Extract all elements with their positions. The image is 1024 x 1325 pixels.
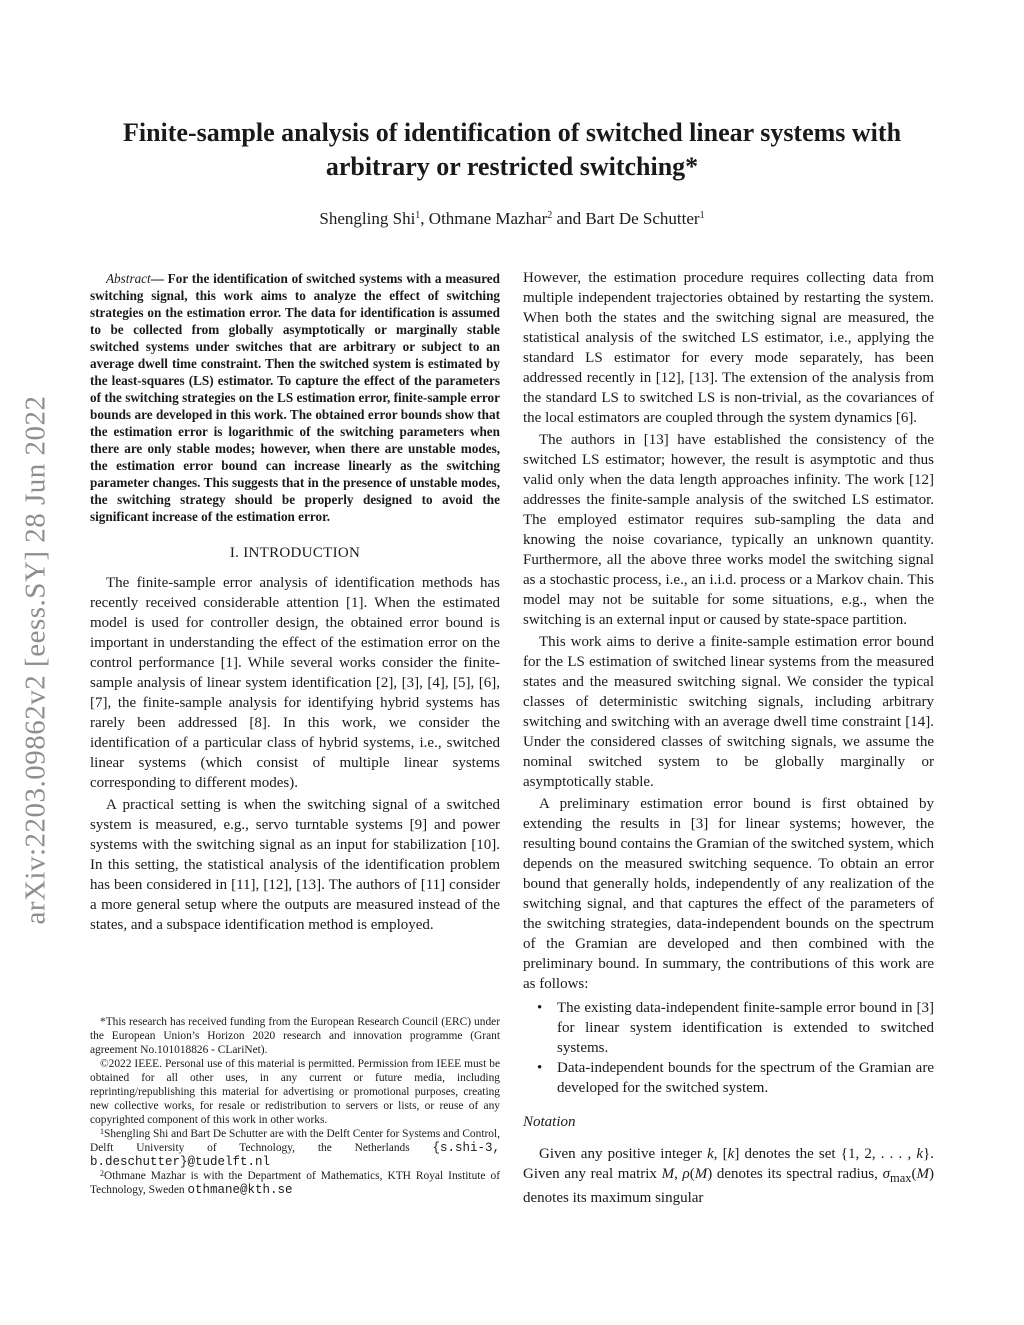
body-paragraph-3: This work aims to derive a finite-sample estimation error bound for the LS estimation of switched linear systems from the measured states and the measured switching signal. We consider the typical classes of deterministic switching signals, including arbitrary switching and switching with an average dwell time constraint [14]. Under the considered classes of switching signals, we assume the nominal switched system to be globally marginally or asymptotically stable.	[523, 634, 934, 790]
notation-heading: Notation	[523, 1114, 576, 1130]
abstract	[90, 270, 500, 525]
math-symbol: σ	[882, 1166, 890, 1182]
text-run: ) denotes its maximum singular	[523, 1166, 934, 1206]
math-symbol: M	[661, 1166, 675, 1182]
footnote-mark: 1	[100, 1127, 104, 1136]
body-paragraph-4: A preliminary estimation error bound is first obtained by extending the results in [3] for linear systems; however, the resulting bound contains the Gramian of the switched system, which depends on the measured switching sequence. To obtain an error bound that generally holds, independently of any realization of the switching signal, and that captures the effect of the parameters of the switching strategies, data-independent bounds on the spectrum of the Gramian are developed and then combined with the preliminary bound. In summary, the contributions of this work are as follows:	[523, 796, 934, 992]
text-run: ,	[674, 1166, 683, 1182]
title-line-2: arbitrary or restricted switching*	[325, 152, 699, 181]
text-run: ) denotes its spectral radius,	[707, 1166, 883, 1182]
right-column	[523, 268, 934, 1208]
author-name: Othmane Mazhar	[428, 209, 548, 228]
author-name: Shengling Shi	[319, 209, 416, 228]
arxiv-id: arXiv:2203.09862v2 [eess.SY] 28 Jun 2022	[19, 395, 52, 925]
math-symbol: k	[707, 1146, 714, 1162]
affiliation-mark: 2	[547, 210, 553, 221]
author-separator: ,	[420, 209, 429, 228]
abstract-dash: —	[150, 271, 168, 286]
affiliation-mark: 1	[415, 210, 421, 221]
text-run: , [	[713, 1146, 728, 1162]
contribution-list	[523, 998, 934, 1098]
math-symbol: ρ	[682, 1166, 690, 1182]
math-symbol: k	[916, 1146, 924, 1162]
affiliation-footnote-1	[90, 1127, 500, 1169]
author-list	[60, 207, 964, 231]
abstract-label: Abstract	[106, 271, 151, 286]
copyright-footnote: ©2022 IEEE. Personal use of this material is permitted. Permission from IEEE must be obtained for all other uses, in any current or future media, including reprinting/republishing this material for advertising or promotional purposes, creating new collective works, for resale or redistribution to servers or lists, or reuse of any copyrighted component of this work in other works.	[90, 1058, 500, 1126]
author-separator: and	[552, 209, 586, 228]
email-address: {s.shi-3, b.deschutter}@tudelft.nl	[90, 1141, 500, 1169]
math-symbol: M	[916, 1166, 929, 1182]
section-heading: I. INTRODUCTION	[229, 545, 361, 561]
footnotes	[90, 1015, 500, 1197]
email-address: othmane@kth.se	[187, 1183, 293, 1197]
text-run: (	[911, 1166, 917, 1182]
math-subscript: max	[889, 1171, 912, 1185]
footnote-text: Shengling Shi and Bart De Schutter are with the Delft Center for Systems and Control, Delft University of Technology, the Netherlands	[90, 1128, 500, 1154]
affiliation-mark: 1	[699, 210, 705, 221]
author-name: Bart De Schutter	[585, 209, 700, 228]
body-paragraph-1: However, the estimation procedure requires collecting data from multiple independent trajectories obtained by restarting the system. When both the states and the switching signal are measured, the statistical analysis of the switched LS estimator, i.e., applying the standard LS estimator for every mode separately, has been addressed recently in [12], [13]. The extension of the analysis from the standard LS to switched LS is non-trivial, as the covariances of the local estimators are coupled through the system dynamics [6].	[523, 270, 934, 426]
math-symbol: k	[727, 1146, 735, 1162]
intro-paragraph-1: The finite-sample error analysis of identification methods has recently received considerable attention [1]. When the estimated model is used for controller design, the obtained error bound is important in understanding the effect of the estimation error on the control performance [1]. While several works consider the finite-sample analysis of linear system identification [2], [3], [4], [5], [6], [7], the finite-sample analysis for identifying hybrid systems has rarely been addressed [8]. In this work, we consider the identification of a particular class of hybrid systems, i.e., switched linear systems (which consist of multiple linear systems corresponding to different modes).	[90, 575, 500, 791]
affiliation-footnote-2	[90, 1169, 500, 1197]
body-paragraph-2: The authors in [13] have established the consistency of the switched LS estimator; however, the result is asymptotic and thus valid only when the data length approaches infinity. The work [12] addresses the finite-sample analysis of the switched LS estimator. The employed estimator requires sub-sampling the data and knowing the noise covariance, typically an unknown quantity. Furthermore, all the above three works model the switching signal as a stochastic process, i.e., an i.i.d. process or a Markov chain. This model may not be suitable for some situations, e.g., when the switching is an external input or caused by state-space partition.	[523, 432, 934, 628]
footnote-text: Othmane Mazhar is with the Department of Mathematics, KTH Royal Institute of Technology, Sweden	[90, 1170, 500, 1196]
text-run: }. Given any real matrix	[523, 1146, 934, 1182]
notation-paragraph	[523, 1144, 934, 1208]
left-column	[90, 270, 500, 935]
list-item: • The existing data-independent finite-sample error bound in [3] for linear system identification is extended to switched systems.	[523, 998, 934, 1058]
abstract-text: For the identification of switched systems with a measured switching signal, this work aims to analyze the effect of switching strategies on the estimation error. The data for identification is assumed to be collected from globally asymptotically or marginally stable switched systems under switches that are arbitrary or subject to an average dwell time constraint. Then the switched system is estimated by the least-squares (LS) estimator. To capture the effect of the parameters of the switching strategies on the LS estimation error, finite-sample error bounds are developed in this work. The obtained error bounds show that the estimation error is logarithmic of the switching parameters when there are only stable modes; however, when there are unstable modes, the estimation error bound can increase linearly as the switching parameter changes. This suggests that in the presence of unstable modes, the switching strategy should be properly designed to avoid the significant increase of the estimation error.	[90, 271, 500, 524]
list-item: • Data-independent bounds for the spectrum of the Gramian are developed for the switched system.	[523, 1058, 934, 1098]
title-line-1: Finite-sample analysis of identification of switched linear systems with	[122, 118, 902, 147]
text-run: ] denotes the set {1, 2, . . . ,	[734, 1146, 917, 1162]
text-run: Given any positive integer	[539, 1146, 708, 1162]
paper-title	[60, 116, 964, 184]
intro-paragraph-2: A practical setting is when the switching signal of a switched system is measured, e.g., servo turntable systems [9] and power systems with the switching signal as an input for stabilization [10]. In this setting, the statistical analysis of the identification problem has been considered in [11], [12], [13]. The authors of [11] consider a more general setup where the outputs are measured instead of the states, and a subspace identification method is employed.	[90, 797, 500, 933]
footnote-mark: 2	[100, 1169, 104, 1178]
math-symbol: M	[694, 1166, 708, 1182]
funding-footnote: *This research has received funding from the European Research Council (ERC) under the European Union’s Horizon 2020 research and innovation programme (Grant agreement No.101018826 - CLariNet).	[90, 1016, 500, 1056]
text-run: (	[689, 1166, 695, 1182]
